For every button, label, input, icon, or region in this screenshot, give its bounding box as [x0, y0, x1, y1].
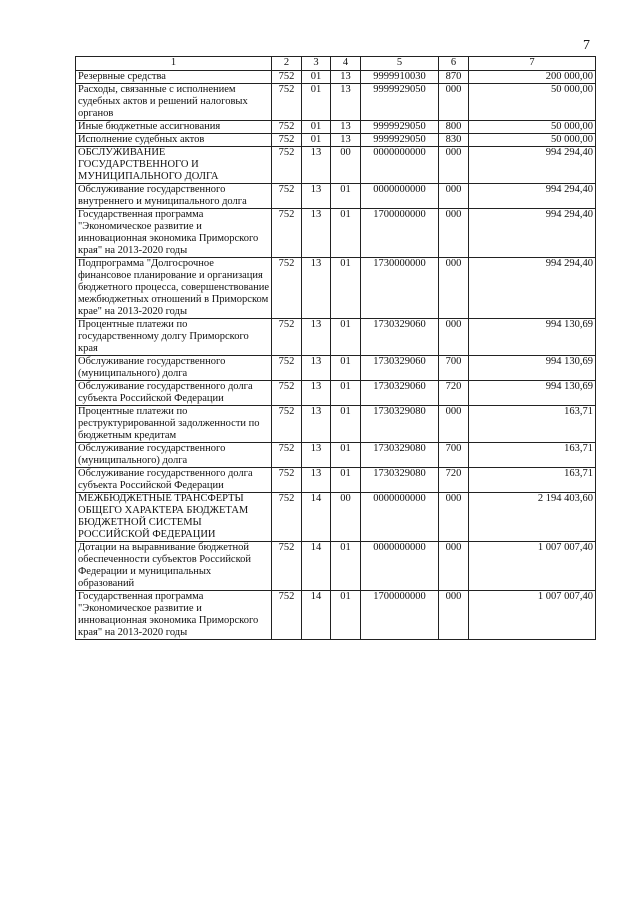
amount-cell: 163,71	[469, 468, 596, 493]
section-cell: 01	[302, 134, 331, 147]
column-header-name: 1	[76, 57, 272, 71]
target-article-cell: 1730329060	[361, 381, 439, 406]
ministry-cell: 752	[272, 121, 302, 134]
ministry-cell: 752	[272, 147, 302, 184]
name-cell: Подпрограмма "Долгосрочное финансовое планирование и организация бюджетного процесса, совершенствование межбюджетных отношений в Приморском крае" на 2013-2020 годы	[76, 258, 272, 319]
expense-type-cell: 700	[439, 356, 469, 381]
table-row	[76, 121, 596, 134]
expense-type-cell: 000	[439, 542, 469, 591]
amount-cell: 994 130,69	[469, 319, 596, 356]
table-row	[76, 209, 596, 258]
name-cell: Обслуживание государственного долга субъекта Российской Федерации	[76, 381, 272, 406]
amount-cell: 50 000,00	[469, 84, 596, 121]
amount-cell: 1 007 007,40	[469, 542, 596, 591]
section-cell: 13	[302, 147, 331, 184]
column-header-subsection: 4	[331, 57, 361, 71]
ministry-cell: 752	[272, 84, 302, 121]
table-row	[76, 493, 596, 542]
section-cell: 13	[302, 443, 331, 468]
ministry-cell: 752	[272, 184, 302, 209]
ministry-cell: 752	[272, 591, 302, 640]
target-article-cell: 1730329060	[361, 356, 439, 381]
subsection-cell: 00	[331, 147, 361, 184]
section-cell: 13	[302, 468, 331, 493]
section-cell: 01	[302, 121, 331, 134]
target-article-cell: 1730329060	[361, 319, 439, 356]
section-cell: 13	[302, 381, 331, 406]
name-cell: Обслуживание государственного (муниципального) долга	[76, 443, 272, 468]
subsection-cell: 00	[331, 493, 361, 542]
name-cell: Обслуживание государственного долга субъекта Российской Федерации	[76, 468, 272, 493]
table-row	[76, 319, 596, 356]
table-row	[76, 258, 596, 319]
subsection-cell: 01	[331, 184, 361, 209]
section-cell: 13	[302, 319, 331, 356]
subsection-cell: 01	[331, 356, 361, 381]
column-header-section: 3	[302, 57, 331, 71]
subsection-cell: 01	[331, 319, 361, 356]
ministry-cell: 752	[272, 542, 302, 591]
ministry-cell: 752	[272, 356, 302, 381]
name-cell: Расходы, связанные с исполнением судебных актов и решений налоговых органов	[76, 84, 272, 121]
section-cell: 13	[302, 184, 331, 209]
name-cell: Резервные средства	[76, 71, 272, 84]
target-article-cell: 9999910030	[361, 71, 439, 84]
name-cell: Процентные платежи по реструктурированной задолженности по бюджетным кредитам	[76, 406, 272, 443]
section-cell: 14	[302, 591, 331, 640]
expense-type-cell: 720	[439, 381, 469, 406]
target-article-cell: 0000000000	[361, 493, 439, 542]
subsection-cell: 01	[331, 209, 361, 258]
table-row	[76, 381, 596, 406]
subsection-cell: 01	[331, 443, 361, 468]
column-number-row	[76, 57, 596, 71]
amount-cell: 994 130,69	[469, 356, 596, 381]
name-cell: Обслуживание государственного (муниципального) долга	[76, 356, 272, 381]
subsection-cell: 01	[331, 258, 361, 319]
budget-table	[75, 56, 596, 640]
ministry-cell: 752	[272, 468, 302, 493]
amount-cell: 994 130,69	[469, 381, 596, 406]
expense-type-cell: 000	[439, 319, 469, 356]
amount-cell: 1 007 007,40	[469, 591, 596, 640]
table-header	[76, 57, 596, 71]
target-article-cell: 1730329080	[361, 468, 439, 493]
table-row	[76, 542, 596, 591]
ministry-cell: 752	[272, 406, 302, 443]
name-cell: Иные бюджетные ассигнования	[76, 121, 272, 134]
expense-type-cell: 000	[439, 258, 469, 319]
ministry-cell: 752	[272, 319, 302, 356]
subsection-cell: 13	[331, 121, 361, 134]
name-cell: Государственная программа "Экономическое развитие и инновационная экономика Приморского края" на 2013-2020 годы	[76, 591, 272, 640]
amount-cell: 994 294,40	[469, 147, 596, 184]
section-cell: 13	[302, 356, 331, 381]
subsection-cell: 01	[331, 468, 361, 493]
name-cell: ОБСЛУЖИВАНИЕ ГОСУДАРСТВЕННОГО И МУНИЦИПАЛЬНОГО ДОЛГА	[76, 147, 272, 184]
column-header-ministry: 2	[272, 57, 302, 71]
subsection-cell: 01	[331, 381, 361, 406]
amount-cell: 200 000,00	[469, 71, 596, 84]
amount-cell: 994 294,40	[469, 209, 596, 258]
target-article-cell: 0000000000	[361, 542, 439, 591]
section-cell: 13	[302, 406, 331, 443]
table-row	[76, 71, 596, 84]
target-article-cell: 0000000000	[361, 184, 439, 209]
section-cell: 14	[302, 542, 331, 591]
name-cell: Обслуживание государственного внутреннего и муниципального долга	[76, 184, 272, 209]
ministry-cell: 752	[272, 71, 302, 84]
table-row	[76, 134, 596, 147]
expense-type-cell: 000	[439, 184, 469, 209]
expense-type-cell: 870	[439, 71, 469, 84]
table-row	[76, 356, 596, 381]
target-article-cell: 9999929050	[361, 134, 439, 147]
section-cell: 01	[302, 71, 331, 84]
table-row	[76, 147, 596, 184]
expense-type-cell: 720	[439, 468, 469, 493]
table-row	[76, 443, 596, 468]
amount-cell: 50 000,00	[469, 134, 596, 147]
expense-type-cell: 000	[439, 591, 469, 640]
subsection-cell: 13	[331, 84, 361, 121]
target-article-cell: 1730000000	[361, 258, 439, 319]
subsection-cell: 01	[331, 591, 361, 640]
expense-type-cell: 700	[439, 443, 469, 468]
name-cell: Дотации на выравнивание бюджетной обеспеченности субъектов Российской Федерации и муниципальных образований	[76, 542, 272, 591]
ministry-cell: 752	[272, 381, 302, 406]
expense-type-cell: 000	[439, 84, 469, 121]
column-header-target: 5	[361, 57, 439, 71]
amount-cell: 2 194 403,60	[469, 493, 596, 542]
page-number: 7	[583, 38, 590, 53]
amount-cell: 163,71	[469, 406, 596, 443]
amount-cell: 50 000,00	[469, 121, 596, 134]
expense-type-cell: 000	[439, 406, 469, 443]
expense-type-cell: 830	[439, 134, 469, 147]
table-row	[76, 184, 596, 209]
name-cell: Исполнение судебных актов	[76, 134, 272, 147]
section-cell: 01	[302, 84, 331, 121]
section-cell: 13	[302, 209, 331, 258]
table-row	[76, 591, 596, 640]
amount-cell: 994 294,40	[469, 258, 596, 319]
expense-type-cell: 800	[439, 121, 469, 134]
name-cell: МЕЖБЮДЖЕТНЫЕ ТРАНСФЕРТЫ ОБЩЕГО ХАРАКТЕРА БЮДЖЕТАМ БЮДЖЕТНОЙ СИСТЕМЫ РОССИЙСКОЙ ФЕДЕРАЦИИ	[76, 493, 272, 542]
amount-cell: 994 294,40	[469, 184, 596, 209]
table-row	[76, 84, 596, 121]
target-article-cell: 0000000000	[361, 147, 439, 184]
ministry-cell: 752	[272, 209, 302, 258]
subsection-cell: 01	[331, 542, 361, 591]
target-article-cell: 9999929050	[361, 84, 439, 121]
target-article-cell: 1730329080	[361, 406, 439, 443]
subsection-cell: 01	[331, 406, 361, 443]
ministry-cell: 752	[272, 443, 302, 468]
expense-type-cell: 000	[439, 147, 469, 184]
subsection-cell: 13	[331, 71, 361, 84]
table-row	[76, 468, 596, 493]
section-cell: 13	[302, 258, 331, 319]
target-article-cell: 1700000000	[361, 591, 439, 640]
subsection-cell: 13	[331, 134, 361, 147]
name-cell: Государственная программа "Экономическое развитие и инновационная экономика Приморского края" на 2013-2020 годы	[76, 209, 272, 258]
ministry-cell: 752	[272, 258, 302, 319]
section-cell: 14	[302, 493, 331, 542]
column-header-type: 6	[439, 57, 469, 71]
table-body	[76, 71, 596, 640]
column-header-amount: 7	[469, 57, 596, 71]
target-article-cell: 9999929050	[361, 121, 439, 134]
table-row	[76, 406, 596, 443]
amount-cell: 163,71	[469, 443, 596, 468]
target-article-cell: 1730329080	[361, 443, 439, 468]
expense-type-cell: 000	[439, 209, 469, 258]
expense-type-cell: 000	[439, 493, 469, 542]
target-article-cell: 1700000000	[361, 209, 439, 258]
name-cell: Процентные платежи по государственному долгу Приморского края	[76, 319, 272, 356]
ministry-cell: 752	[272, 134, 302, 147]
ministry-cell: 752	[272, 493, 302, 542]
